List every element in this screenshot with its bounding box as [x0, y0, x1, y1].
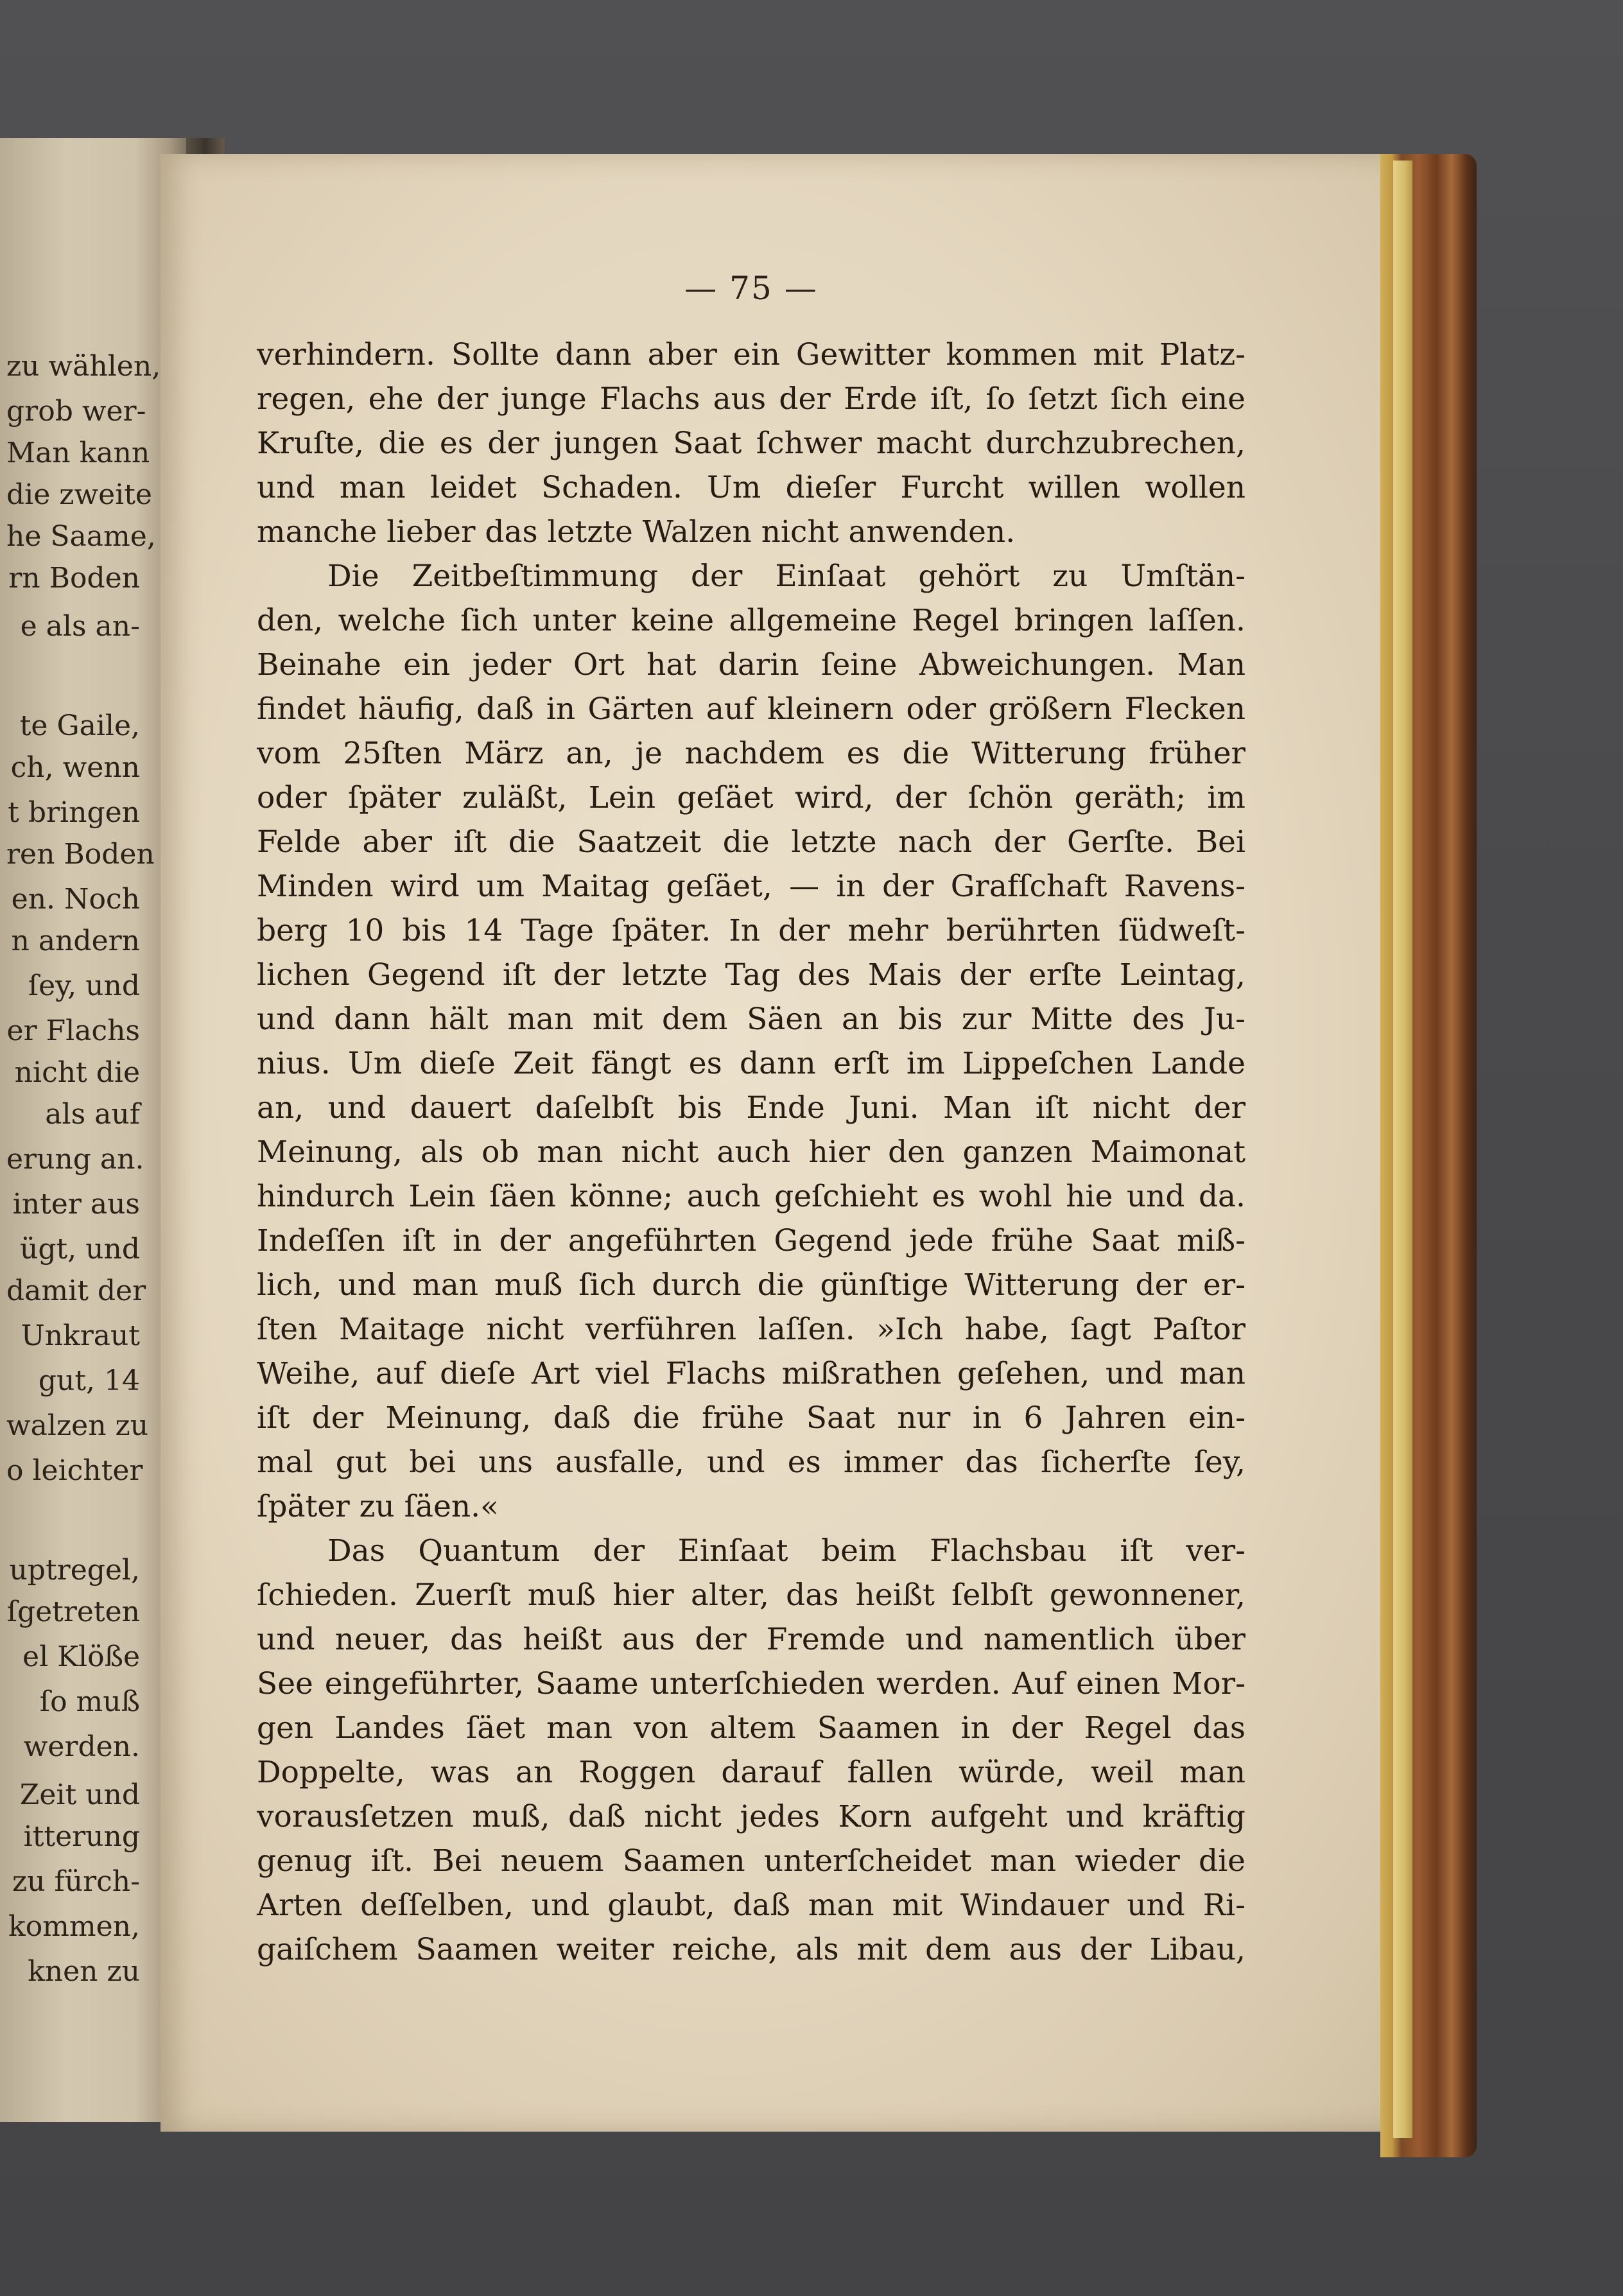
- left-page-fragment: knen zu: [28, 1955, 140, 1988]
- left-page-fragment: ch, wenn: [10, 751, 140, 784]
- left-page-fragment: kommen,: [8, 1910, 140, 1943]
- text-line: ſpäter zu ſäen.«: [257, 1489, 499, 1524]
- text-line: Felde aber iſt die Saatzeit die letzte nach der Gerſte. Bei: [257, 824, 1245, 860]
- left-page-fragment: ſgetreten: [6, 1596, 140, 1628]
- left-page-fragment: uptregel,: [9, 1554, 140, 1587]
- text-line: verhindern. Sollte dann aber ein Gewitter kommen mit Platz-: [257, 337, 1245, 372]
- left-page-fragment: damit der: [6, 1274, 146, 1307]
- left-page-fragment: te Gaile,: [19, 709, 140, 742]
- left-page-fragment: o leichter: [6, 1454, 143, 1487]
- page-number: — 75 —: [684, 270, 818, 307]
- left-page-fragment: werden.: [23, 1730, 140, 1763]
- text-line: mal gut bei uns ausfalle, und es immer das ſicherſte ſey,: [257, 1445, 1245, 1480]
- left-page-fragment: n andern: [11, 925, 140, 957]
- left-page-fragment: nicht die: [14, 1056, 140, 1089]
- left-page-fragment: als auf: [45, 1098, 140, 1131]
- text-line: lichen Gegend iſt der letzte Tag des Mais der erſte Leintag,: [257, 957, 1245, 993]
- text-line: oder ſpäter zuläßt, Lein geſäet wird, der ſchön geräth; im: [257, 780, 1245, 815]
- left-page-fragment: e als an-: [20, 610, 140, 643]
- text-line: ſchieden. Zuerſt muß hier alter, das heißt ſelbſt gewonnener,: [257, 1578, 1245, 1613]
- left-page-fragment: walzen zu: [6, 1409, 149, 1442]
- text-line: manche lieber das letzte Walzen nicht anwenden.: [257, 514, 1016, 550]
- body-text: [257, 333, 1245, 1972]
- text-line: gaiſchem Saamen weiter reiche, als mit dem aus der Libau,: [257, 1932, 1245, 1967]
- left-page-fragment: ren Boden: [6, 838, 155, 871]
- left-page-fragment: gut, 14: [38, 1364, 140, 1397]
- text-line: ſten Maitage nicht verführen laſſen. »Ich habe, ſagt Paſtor: [257, 1312, 1245, 1347]
- left-page-fragment: inter aus: [12, 1188, 140, 1221]
- page-edges: [1393, 161, 1412, 2138]
- text-line: hindurch Lein ſäen könne; auch geſchieht es wohl hie und da.: [257, 1179, 1245, 1214]
- left-page-fragment: t bringen: [8, 796, 140, 829]
- left-page-fragment: he Saame,: [6, 520, 156, 553]
- text-line: genug iſt. Bei neuem Saamen unterſcheidet man wieder die: [257, 1843, 1245, 1879]
- text-line: den, welche ſich unter keine allgemeine Regel bringen laſſen.: [257, 603, 1245, 638]
- text-line: Arten deſſelben, und glaubt, daß man mit Windauer und Ri-: [257, 1888, 1245, 1923]
- text-line: gen Landes ſäet man von altem Saamen in der Regel das: [257, 1710, 1245, 1746]
- left-page-fragment: zu wählen,: [6, 350, 161, 383]
- text-line: und man leidet Schaden. Um dieſer Furcht willen wollen: [257, 470, 1245, 505]
- text-line: Meinung, als ob man nicht auch hier den ganzen Maimonat: [257, 1135, 1245, 1170]
- left-page-fragment: zu fürch-: [12, 1865, 140, 1898]
- left-page-fragment: en. Noch: [11, 883, 140, 916]
- text-line: Beinahe ein jeder Ort hat darin ſeine Abweichungen. Man: [257, 647, 1245, 683]
- text-line: berg 10 bis 14 Tage ſpäter. In der mehr berührten ſüdweſt-: [257, 913, 1245, 948]
- text-line: an, und dauert daſelbſt bis Ende Juni. Man iſt nicht der: [257, 1090, 1245, 1126]
- left-page-fragment: er Flachs: [6, 1014, 140, 1047]
- text-line: nius. Um dieſe Zeit fängt es dann erſt im Lippeſchen Lande: [257, 1046, 1245, 1081]
- text-line: Kruſte, die es der jungen Saat ſchwer macht durchzubrechen,: [257, 426, 1245, 461]
- text-line: See eingeführter, Saame unterſchieden werden. Auf einen Mor-: [257, 1666, 1245, 1701]
- text-line: lich, und man muß ſich durch die günſtige Witterung der er-: [257, 1267, 1245, 1303]
- left-page-fragment: Unkraut: [21, 1319, 140, 1352]
- text-line: Weihe, auf dieſe Art viel Flachs mißrathen geſehen, und man: [257, 1356, 1245, 1391]
- text-line: und dann hält man mit dem Säen an bis zur Mitte des Ju-: [257, 1002, 1245, 1037]
- text-line: Indeſſen iſt in der angeführten Gegend jede frühe Saat miß-: [257, 1223, 1245, 1258]
- left-page-fragment: el Klöße: [22, 1640, 140, 1673]
- text-line: regen, ehe der junge Flachs aus der Erde iſt, ſo ſetzt ſich eine: [257, 381, 1245, 417]
- text-line: Doppelte, was an Roggen darauf fallen würde, weil man: [257, 1755, 1245, 1790]
- text-line: und neuer, das heißt aus der Fremde und namentlich über: [257, 1622, 1245, 1657]
- left-page-fragment: erung an.: [6, 1143, 144, 1176]
- text-line: vom 25ſten März an, je nachdem es die Witterung früher: [257, 736, 1245, 771]
- text-line: findet häufig, daß in Gärten auf kleinern oder größern Flecken: [257, 691, 1245, 727]
- left-page-fragment: ſey, und: [28, 970, 140, 1002]
- left-page-fragment: rn Boden: [8, 562, 140, 595]
- left-page-fragment: ſo muß: [39, 1685, 140, 1718]
- left-page-fragment: Man kann: [6, 437, 150, 469]
- text-line: vorausſetzen muß, daß nicht jedes Korn aufgeht und kräftig: [257, 1799, 1245, 1834]
- text-line: iſt der Meinung, daß die frühe Saat nur in 6 Jahren ein-: [257, 1400, 1245, 1436]
- text-line: Minden wird um Maitag geſäet, — in der Grafſchaft Ravens-: [257, 869, 1245, 904]
- text-line: Das Quantum der Einſaat beim Flachsbau iſt ver-: [327, 1533, 1245, 1569]
- left-page-fragment: Zeit und: [19, 1779, 140, 1811]
- left-page-fragment: die zweite: [6, 478, 152, 511]
- left-page-fragment: itterung: [23, 1820, 140, 1853]
- left-page-fragment: grob wer-: [6, 395, 146, 428]
- text-line: Die Zeitbeſtimmung der Einſaat gehört zu Umſtän-: [327, 559, 1245, 594]
- left-page-fragment: ügt, und: [20, 1233, 140, 1265]
